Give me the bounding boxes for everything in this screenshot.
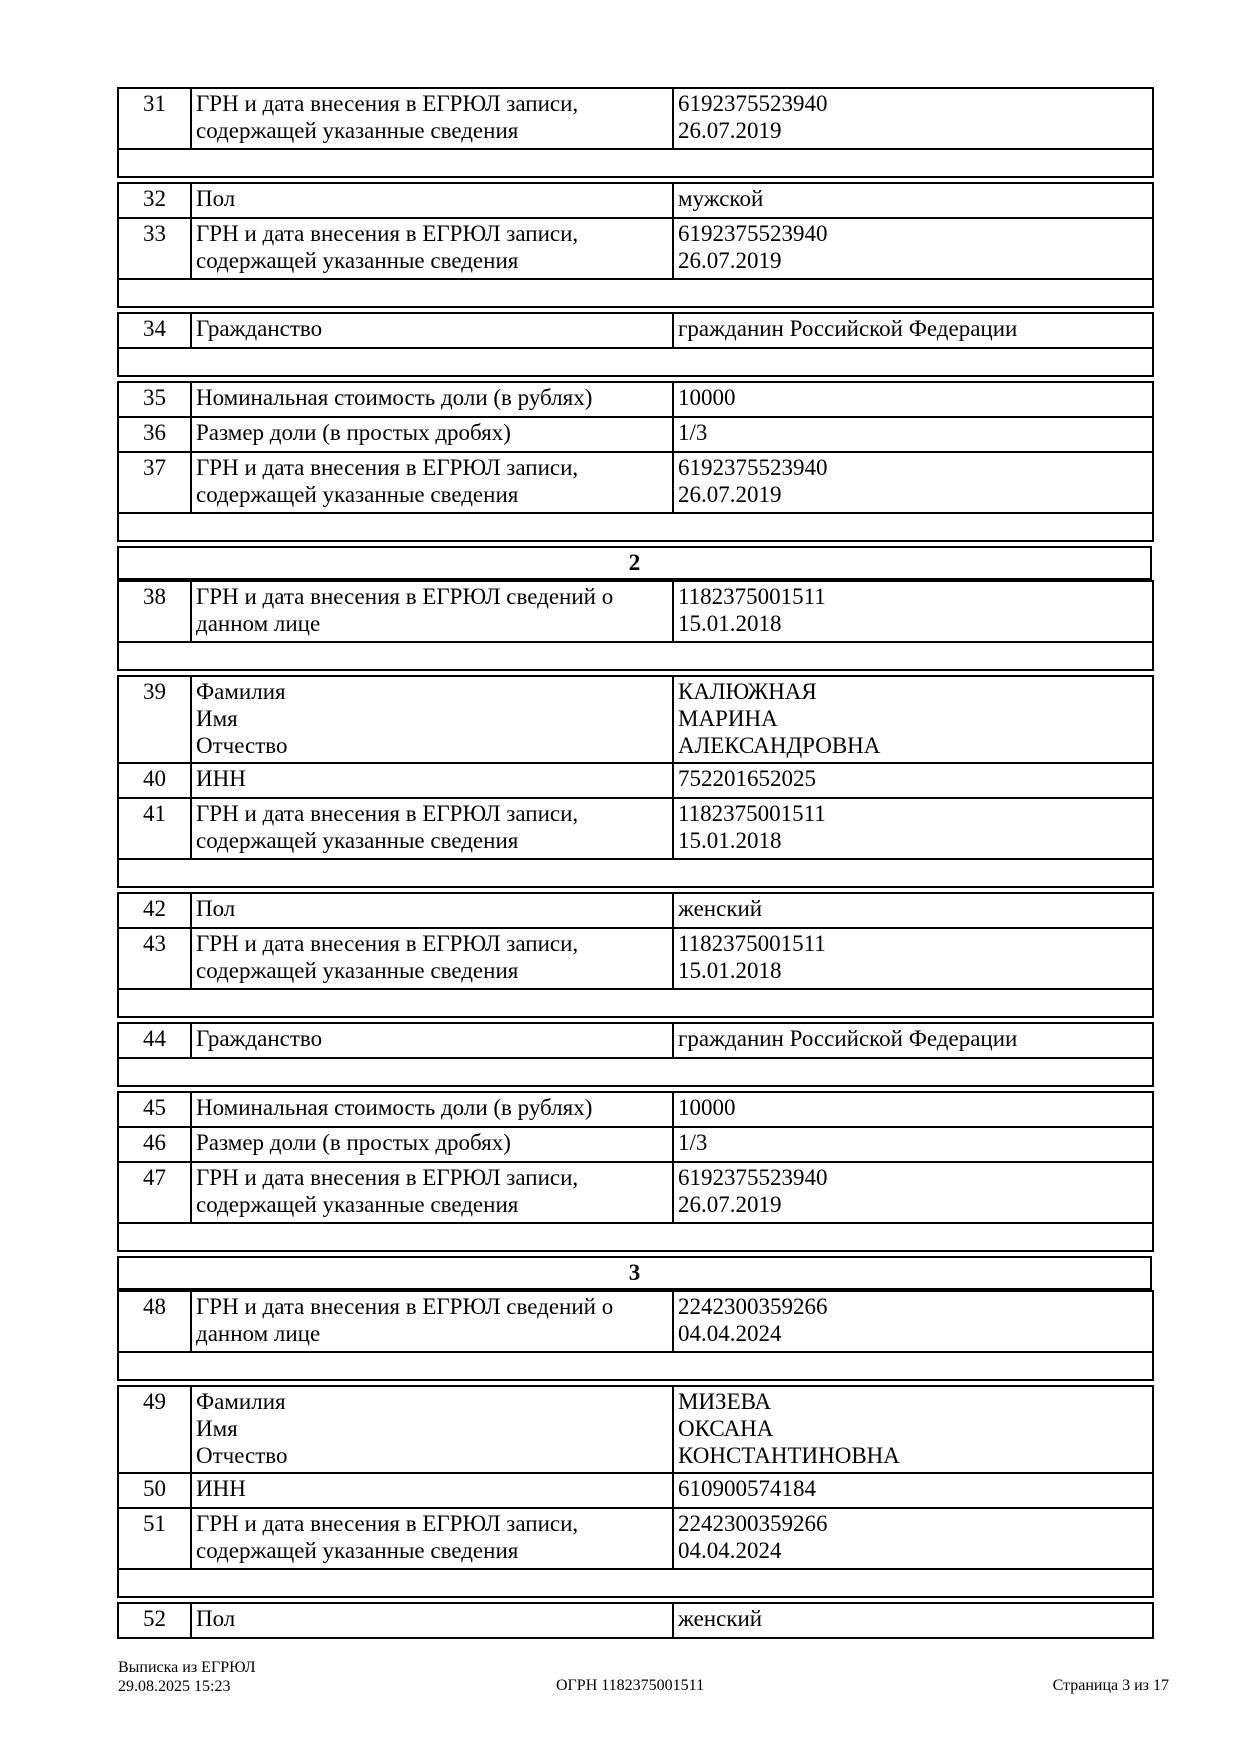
- row-33: [118, 218, 1153, 279]
- label-line: содержащей указанные сведения: [196, 118, 519, 143]
- row-number: 35: [118, 382, 191, 417]
- section-header-row: [118, 1257, 1151, 1289]
- row-value: [673, 763, 1153, 798]
- value-line: 2242300359266: [678, 1511, 828, 1536]
- row-value: [673, 893, 1153, 928]
- value-line: 6192375523940: [678, 455, 828, 480]
- row-value: [673, 1162, 1153, 1223]
- row-label: [191, 183, 673, 218]
- table-block: [117, 1602, 1154, 1639]
- row-number: 31: [118, 88, 191, 149]
- label-line: содержащей указанные сведения: [196, 248, 519, 273]
- row-value: [673, 798, 1153, 859]
- row-36: [118, 417, 1153, 452]
- value-line: гражданин Российской Федерации: [678, 316, 1018, 341]
- row-46: [118, 1127, 1153, 1162]
- row-value: [673, 417, 1153, 452]
- value-line: 1182375001511: [678, 584, 826, 609]
- value-line: 6192375523940: [678, 91, 828, 116]
- label-line: Фамилия: [196, 1389, 286, 1414]
- row-50: [118, 1473, 1153, 1508]
- footer-page-number: Страница 3 из 17: [1052, 1677, 1169, 1694]
- label-line: Фамилия: [196, 679, 286, 704]
- value-line: 6192375523940: [678, 221, 828, 246]
- value-line: женский: [678, 1606, 763, 1631]
- row-label: [191, 893, 673, 928]
- label-line: Гражданство: [196, 1026, 323, 1051]
- value-line: 15.01.2018: [678, 958, 782, 983]
- value-line: 1182375001511: [678, 801, 826, 826]
- row-label: [191, 1603, 673, 1638]
- row-45: [118, 1092, 1153, 1127]
- value-line: ОКСАНА: [678, 1416, 774, 1441]
- label-line: ГРН и дата внесения в ЕГРЮЛ записи,: [196, 931, 579, 956]
- value-line: КАЛЮЖНАЯ: [678, 679, 817, 704]
- row-value: [673, 1473, 1153, 1508]
- row-number: 49: [118, 1386, 191, 1473]
- row-value: [673, 1386, 1153, 1473]
- row-number: 40: [118, 763, 191, 798]
- row-number: 43: [118, 928, 191, 989]
- value-line: 10000: [678, 385, 736, 410]
- row-label: [191, 1386, 673, 1473]
- footer-ogrn: ОГРН 1182375001511: [556, 1677, 705, 1694]
- label-line: Размер доли (в простых дробях): [196, 1130, 511, 1155]
- section-number: 3: [118, 1257, 1151, 1289]
- label-line: Номинальная стоимость доли (в рублях): [196, 1095, 593, 1120]
- row-value: [673, 452, 1153, 513]
- row-number: 51: [118, 1508, 191, 1569]
- row-label: [191, 581, 673, 642]
- spacer-row: [118, 279, 1153, 307]
- row-number: 42: [118, 893, 191, 928]
- row-value: [673, 88, 1153, 149]
- value-line: МАРИНА: [678, 706, 778, 731]
- table-block: [117, 182, 1154, 308]
- value-line: 26.07.2019: [678, 248, 782, 273]
- value-line: 752201652025: [678, 766, 816, 791]
- label-line: ГРН и дата внесения в ЕГРЮЛ записи,: [196, 221, 579, 246]
- row-number: 38: [118, 581, 191, 642]
- value-line: женский: [678, 896, 763, 921]
- row-42: [118, 893, 1153, 928]
- value-line: 6192375523940: [678, 1165, 828, 1190]
- row-label: [191, 763, 673, 798]
- label-line: ИНН: [196, 1476, 246, 1501]
- value-line: 04.04.2024: [678, 1321, 782, 1346]
- row-label: [191, 1092, 673, 1127]
- label-line: ГРН и дата внесения в ЕГРЮЛ записи,: [196, 91, 579, 116]
- label-line: данном лице: [196, 611, 321, 636]
- row-39: [118, 676, 1153, 763]
- spacer-row: [118, 1223, 1153, 1251]
- spacer-row: [118, 1569, 1153, 1597]
- footer-doc-type: Выписка из ЕГРЮЛ: [118, 1659, 256, 1676]
- row-number: 44: [118, 1023, 191, 1058]
- label-line: Пол: [196, 896, 236, 921]
- row-number: 47: [118, 1162, 191, 1223]
- footer-datetime: 29.08.2025 15:23: [118, 1678, 231, 1695]
- label-line: содержащей указанные сведения: [196, 482, 519, 507]
- row-49: [118, 1386, 1153, 1473]
- row-label: [191, 452, 673, 513]
- label-line: Имя: [196, 1416, 238, 1441]
- spacer-row: [118, 1352, 1153, 1380]
- table-block: [117, 87, 1154, 178]
- row-label: [191, 1508, 673, 1569]
- label-line: ГРН и дата внесения в ЕГРЮЛ записи,: [196, 801, 579, 826]
- row-label: [191, 1473, 673, 1508]
- value-line: 26.07.2019: [678, 1192, 782, 1217]
- row-number: 52: [118, 1603, 191, 1638]
- footer-doc-info: [118, 1658, 256, 1696]
- row-48: [118, 1291, 1153, 1352]
- row-47: [118, 1162, 1153, 1223]
- egrul-table: [117, 87, 1154, 1643]
- row-label: [191, 798, 673, 859]
- value-line: 04.04.2024: [678, 1538, 782, 1563]
- row-label: [191, 1127, 673, 1162]
- table-block: [117, 892, 1154, 1018]
- label-line: Пол: [196, 1606, 236, 1631]
- row-label: [191, 88, 673, 149]
- row-label: [191, 1162, 673, 1223]
- row-value: [673, 1603, 1153, 1638]
- row-value: [673, 1127, 1153, 1162]
- row-number: 48: [118, 1291, 191, 1352]
- row-label: [191, 313, 673, 348]
- row-41: [118, 798, 1153, 859]
- row-label: [191, 382, 673, 417]
- value-line: 1182375001511: [678, 931, 826, 956]
- value-line: АЛЕКСАНДРОВНА: [678, 733, 881, 758]
- row-52: [118, 1603, 1153, 1638]
- value-line: КОНСТАНТИНОВНА: [678, 1443, 900, 1468]
- row-37: [118, 452, 1153, 513]
- value-line: 2242300359266: [678, 1294, 828, 1319]
- label-line: ГРН и дата внесения в ЕГРЮЛ сведений о: [196, 584, 614, 609]
- value-line: 10000: [678, 1095, 736, 1120]
- section-number: 2: [118, 547, 1151, 579]
- row-number: 34: [118, 313, 191, 348]
- row-value: [673, 1023, 1153, 1058]
- value-line: МИЗЕВА: [678, 1389, 772, 1414]
- value-line: 1/3: [678, 1130, 708, 1155]
- row-38: [118, 581, 1153, 642]
- spacer-row: [118, 149, 1153, 177]
- label-line: ГРН и дата внесения в ЕГРЮЛ записи,: [196, 1511, 579, 1536]
- row-value: [673, 1291, 1153, 1352]
- value-line: 26.07.2019: [678, 482, 782, 507]
- section-header-row: [118, 547, 1151, 579]
- label-line: ГРН и дата внесения в ЕГРЮЛ записи,: [196, 455, 579, 480]
- row-value: [673, 1508, 1153, 1569]
- row-value: [673, 313, 1153, 348]
- row-label: [191, 417, 673, 452]
- row-number: 36: [118, 417, 191, 452]
- label-line: ГРН и дата внесения в ЕГРЮЛ записи,: [196, 1165, 579, 1190]
- label-line: содержащей указанные сведения: [196, 1192, 519, 1217]
- table-block: [117, 381, 1154, 542]
- row-number: 46: [118, 1127, 191, 1162]
- row-number: 45: [118, 1092, 191, 1127]
- label-line: Имя: [196, 706, 238, 731]
- table-block: [117, 1022, 1154, 1087]
- label-line: Гражданство: [196, 316, 323, 341]
- label-line: содержащей указанные сведения: [196, 1538, 519, 1563]
- label-line: содержащей указанные сведения: [196, 828, 519, 853]
- participant-section-3: [117, 1256, 1152, 1290]
- spacer-row: [118, 348, 1153, 376]
- row-value: [673, 382, 1153, 417]
- label-line: Отчество: [196, 1443, 288, 1468]
- row-35: [118, 382, 1153, 417]
- table-block: [117, 1091, 1154, 1252]
- row-number: 39: [118, 676, 191, 763]
- row-label: [191, 1291, 673, 1352]
- label-line: Размер доли (в простых дробях): [196, 420, 511, 445]
- row-value: [673, 928, 1153, 989]
- label-line: ИНН: [196, 766, 246, 791]
- row-value: [673, 1092, 1153, 1127]
- table-block: [117, 675, 1154, 888]
- spacer-row: [118, 513, 1153, 541]
- row-number: 33: [118, 218, 191, 279]
- row-number: 50: [118, 1473, 191, 1508]
- row-31: [118, 88, 1153, 149]
- value-line: 1/3: [678, 420, 708, 445]
- label-line: Отчество: [196, 733, 288, 758]
- label-line: данном лице: [196, 1321, 321, 1346]
- row-label: [191, 1023, 673, 1058]
- row-label: [191, 218, 673, 279]
- row-value: [673, 183, 1153, 218]
- row-32: [118, 183, 1153, 218]
- row-value: [673, 676, 1153, 763]
- row-label: [191, 676, 673, 763]
- spacer-row: [118, 989, 1153, 1017]
- spacer-row: [118, 642, 1153, 670]
- row-value: [673, 218, 1153, 279]
- value-line: 610900574184: [678, 1476, 816, 1501]
- row-51: [118, 1508, 1153, 1569]
- row-value: [673, 581, 1153, 642]
- label-line: Номинальная стоимость доли (в рублях): [196, 385, 593, 410]
- value-line: мужской: [678, 186, 764, 211]
- row-44: [118, 1023, 1153, 1058]
- value-line: 15.01.2018: [678, 828, 782, 853]
- row-label: [191, 928, 673, 989]
- spacer-row: [118, 1058, 1153, 1086]
- value-line: 26.07.2019: [678, 118, 782, 143]
- value-line: 15.01.2018: [678, 611, 782, 636]
- label-line: содержащей указанные сведения: [196, 958, 519, 983]
- row-34: [118, 313, 1153, 348]
- label-line: ГРН и дата внесения в ЕГРЮЛ сведений о: [196, 1294, 614, 1319]
- label-line: Пол: [196, 186, 236, 211]
- row-43: [118, 928, 1153, 989]
- spacer-row: [118, 859, 1153, 887]
- row-number: 41: [118, 798, 191, 859]
- table-block: [117, 312, 1154, 377]
- value-line: гражданин Российской Федерации: [678, 1026, 1018, 1051]
- row-number: 32: [118, 183, 191, 218]
- participant-section-2: [117, 546, 1152, 580]
- table-block: [117, 1290, 1154, 1381]
- row-number: 37: [118, 452, 191, 513]
- table-block: [117, 1385, 1154, 1598]
- row-40: [118, 763, 1153, 798]
- table-block: [117, 580, 1154, 671]
